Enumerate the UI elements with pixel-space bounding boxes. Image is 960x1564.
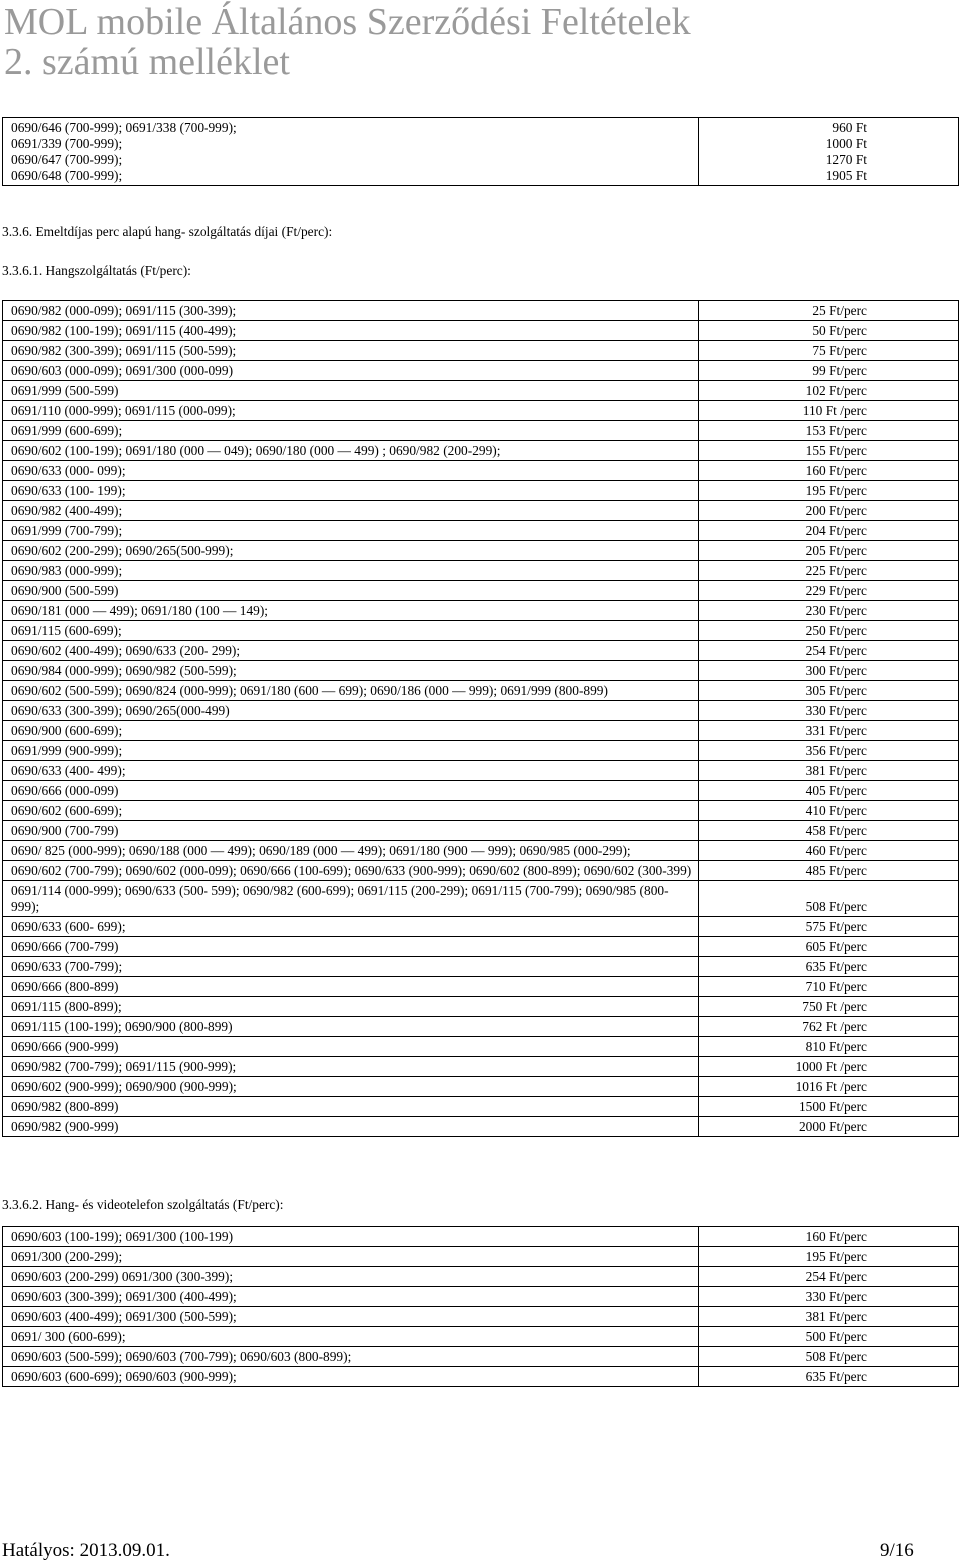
- number-range-text: 0690/982 (400-499);: [11, 503, 123, 518]
- price-cell: 205 Ft/perc: [699, 541, 959, 561]
- price-cell: 810 Ft/perc: [699, 1037, 959, 1057]
- top-prices-cell: [699, 118, 959, 186]
- price-cell: 195 Ft/perc: [699, 481, 959, 501]
- table-row: [3, 741, 959, 761]
- number-range-text: 0690/982 (800-899): [11, 1099, 119, 1114]
- number-range-cell: [3, 481, 699, 501]
- number-range-cell: [3, 801, 699, 821]
- table-row: [3, 301, 959, 321]
- price-cell: 710 Ft/perc: [699, 977, 959, 997]
- number-range-cell: [3, 601, 699, 621]
- price-cell: 254 Ft/perc: [699, 1267, 959, 1287]
- price-text: 960 Ft: [832, 120, 867, 135]
- number-range-text: 0690/602 (700-799); 0690/602 (000-099); 0690/666 (100-699); 0690/633 (900-999); 0690/602 (800-899); 0690/602 (300-399): [11, 863, 692, 878]
- number-range-cell: [3, 1327, 699, 1347]
- price-cell: 305 Ft/perc: [699, 681, 959, 701]
- number-range-text: 0691/999 (600-699);: [11, 423, 123, 438]
- number-range-cell: [3, 1287, 699, 1307]
- number-range-text: 0691/110 (000-999); 0691/115 (000-099);: [11, 403, 236, 418]
- number-range-cell: [3, 1227, 699, 1247]
- number-range-cell: [3, 621, 699, 641]
- table-row: [3, 421, 959, 441]
- number-range-cell: [3, 441, 699, 461]
- table-row: [3, 821, 959, 841]
- number-range-text: 0690/984 (000-999); 0690/982 (500-599);: [11, 663, 237, 678]
- price-cell: 635 Ft/perc: [699, 1367, 959, 1387]
- price-cell: 250 Ft/perc: [699, 621, 959, 641]
- number-range-text: 0690/633 (600- 699);: [11, 919, 126, 934]
- table-row: [3, 661, 959, 681]
- number-range-text: 0690/602 (400-499); 0690/633 (200- 299);: [11, 643, 241, 658]
- voice-rates-table: [2, 300, 959, 1137]
- table-row: [3, 1367, 959, 1387]
- price-cell: 230 Ft/perc: [699, 601, 959, 621]
- number-range-cell: [3, 581, 699, 601]
- number-range-cell: [3, 1037, 699, 1057]
- number-range-text: 0690/603 (300-399); 0691/300 (400-499);: [11, 1289, 237, 1304]
- number-range-text: 0690/666 (700-799): [11, 939, 119, 954]
- table-row: [3, 641, 959, 661]
- number-range-cell: [3, 661, 699, 681]
- table-row: [3, 721, 959, 741]
- number-range-cell: [3, 1247, 699, 1267]
- price-cell: 750 Ft /perc: [699, 997, 959, 1017]
- price-cell: 1500 Ft/perc: [699, 1097, 959, 1117]
- table-row: [3, 1267, 959, 1287]
- table-row: [3, 1037, 959, 1057]
- price-cell: 75 Ft/perc: [699, 341, 959, 361]
- table-row: [3, 1287, 959, 1307]
- footer-page-number: 9/16: [880, 1540, 914, 1561]
- number-range-text: 0690/602 (200-299); 0690/265(500-999);: [11, 543, 234, 558]
- price-cell: 160 Ft/perc: [699, 1227, 959, 1247]
- number-range-text: 0690/633 (700-799);: [11, 959, 123, 974]
- number-range-cell: [3, 421, 699, 441]
- number-range-text: 0690/602 (900-999); 0690/900 (900-999);: [11, 1079, 237, 1094]
- table-row: [3, 1227, 959, 1247]
- number-range-cell: [3, 741, 699, 761]
- price-cell: 485 Ft/perc: [699, 861, 959, 881]
- price-cell: 356 Ft/perc: [699, 741, 959, 761]
- document-subtitle: 2. számú melléklet: [4, 41, 290, 83]
- number-range-cell: [3, 977, 699, 997]
- price-cell: 635 Ft/perc: [699, 957, 959, 977]
- price-cell: 575 Ft/perc: [699, 917, 959, 937]
- number-range-text: 0690/633 (000- 099);: [11, 463, 126, 478]
- number-range-text: 0690/900 (500-599): [11, 583, 119, 598]
- number-range-text: 0690/983 (000-999);: [11, 563, 123, 578]
- table-row: [3, 581, 959, 601]
- price-cell: 500 Ft/perc: [699, 1327, 959, 1347]
- table-row: [3, 861, 959, 881]
- document-header: [4, 2, 691, 82]
- number-range-cell: [3, 1307, 699, 1327]
- price-cell: 155 Ft/perc: [699, 441, 959, 461]
- price-cell: 110 Ft /perc: [699, 401, 959, 421]
- table-row: [3, 1097, 959, 1117]
- number-range-cell: [3, 1057, 699, 1077]
- number-range-cell: [3, 1077, 699, 1097]
- table-row: [3, 401, 959, 421]
- number-range-text: 0691/114 (000-999); 0690/633 (500- 599); 0690/982 (600-699); 0691/115 (200-299); 0691/115 (700-799); 0690/985 (800-999);: [11, 883, 669, 914]
- section-heading-3-3-6-1: 3.3.6.1. Hangszolgáltatás (Ft/perc):: [2, 263, 191, 278]
- price-cell: 2000 Ft/perc: [699, 1117, 959, 1137]
- number-range-text: 0690/603 (200-299) 0691/300 (300-399);: [11, 1269, 234, 1284]
- number-range-text: 0690/603 (600-699); 0690/603 (900-999);: [11, 1369, 237, 1384]
- table-row: [3, 701, 959, 721]
- number-range-cell: [3, 701, 699, 721]
- table-row: [3, 561, 959, 581]
- table-row: [3, 977, 959, 997]
- number-range-text: 0691/ 300 (600-699);: [11, 1329, 126, 1344]
- price-cell: 204 Ft/perc: [699, 521, 959, 541]
- number-range-cell: [3, 821, 699, 841]
- number-range-cell: [3, 761, 699, 781]
- table-row: [3, 841, 959, 861]
- price-cell: 605 Ft/perc: [699, 937, 959, 957]
- number-range-cell: [3, 541, 699, 561]
- number-range-cell: [3, 361, 699, 381]
- number-range-text: 0690/982 (900-999): [11, 1119, 119, 1134]
- number-range-text: 0691/115 (800-899);: [11, 999, 122, 1014]
- table-row: [3, 481, 959, 501]
- number-range-text: 0691/999 (700-799);: [11, 523, 123, 538]
- table-row: [3, 1057, 959, 1077]
- number-range-cell: [3, 1267, 699, 1287]
- table-row: [3, 321, 959, 341]
- number-range-text: 0690/666 (900-999): [11, 1039, 119, 1054]
- price-cell: 1016 Ft /perc: [699, 1077, 959, 1097]
- number-range-text: 0690/982 (000-099); 0691/115 (300-399);: [11, 303, 237, 318]
- price-cell: 229 Ft/perc: [699, 581, 959, 601]
- number-range-text: 0690/602 (600-699);: [11, 803, 123, 818]
- number-range-text: 0690/603 (400-499); 0691/300 (500-599);: [11, 1309, 237, 1324]
- price-cell: 153 Ft/perc: [699, 421, 959, 441]
- number-range-text: 0690/633 (400- 499);: [11, 763, 126, 778]
- price-text: 1905 Ft: [825, 168, 867, 183]
- number-range-text: 0690/603 (000-099); 0691/300 (000-099): [11, 363, 234, 378]
- table-row: [3, 1117, 959, 1137]
- number-range-cell: [3, 917, 699, 937]
- video-rates-table: [2, 1226, 959, 1387]
- number-range-cell: [3, 1097, 699, 1117]
- price-cell: 762 Ft /perc: [699, 1017, 959, 1037]
- number-range-text: 0691/999 (900-999);: [11, 743, 123, 758]
- number-range-text: 0690/982 (100-199); 0691/115 (400-499);: [11, 323, 237, 338]
- table-row: [3, 781, 959, 801]
- number-range-cell: [3, 1017, 699, 1037]
- price-cell: 200 Ft/perc: [699, 501, 959, 521]
- price-text: 1000 Ft: [825, 136, 867, 151]
- number-range-cell: [3, 841, 699, 861]
- table-row: [3, 441, 959, 461]
- price-text: 1270 Ft: [825, 152, 867, 167]
- table-row: [3, 1017, 959, 1037]
- number-range-text: 0690/666 (000-099): [11, 783, 119, 798]
- price-cell: 254 Ft/perc: [699, 641, 959, 661]
- number-range-cell: [3, 721, 699, 741]
- price-cell: 300 Ft/perc: [699, 661, 959, 681]
- table-row: [3, 1347, 959, 1367]
- number-range-cell: [3, 997, 699, 1017]
- top-rates-table: [2, 117, 959, 186]
- price-cell: 381 Ft/perc: [699, 1307, 959, 1327]
- table-row: [3, 501, 959, 521]
- number-range-cell: [3, 881, 699, 917]
- table-row: [3, 937, 959, 957]
- number-range-cell: [3, 381, 699, 401]
- number-range-cell: [3, 561, 699, 581]
- number-range-text: 0690/633 (300-399); 0690/265(000-499): [11, 703, 230, 718]
- table-row: [3, 997, 959, 1017]
- price-cell: 330 Ft/perc: [699, 701, 959, 721]
- table-row: [3, 881, 959, 917]
- number-range-cell: [3, 1117, 699, 1137]
- number-range-text: 0690/646 (700-999); 0691/338 (700-999);: [11, 120, 237, 135]
- number-range-cell: [3, 641, 699, 661]
- top-codes-cell: [3, 118, 699, 186]
- number-range-cell: [3, 301, 699, 321]
- number-range-text: 0690/982 (700-799); 0691/115 (900-999);: [11, 1059, 237, 1074]
- number-range-text: 0690/ 825 (000-999); 0690/188 (000 — 499); 0690/189 (000 — 499); 0691/180 (900 — 999); 0690/985 (000-299);: [11, 843, 631, 858]
- table-row: [3, 521, 959, 541]
- number-range-text: 0691/339 (700-999);: [11, 136, 123, 151]
- table-row: [3, 621, 959, 641]
- price-cell: 50 Ft/perc: [699, 321, 959, 341]
- number-range-text: 0691/300 (200-299);: [11, 1249, 123, 1264]
- price-cell: 102 Ft/perc: [699, 381, 959, 401]
- table-row: [3, 761, 959, 781]
- price-cell: 25 Ft/perc: [699, 301, 959, 321]
- number-range-text: 0691/115 (600-699);: [11, 623, 122, 638]
- number-range-cell: [3, 401, 699, 421]
- price-cell: 458 Ft/perc: [699, 821, 959, 841]
- table-row: [3, 118, 959, 186]
- table-row: [3, 957, 959, 977]
- price-cell: 99 Ft/perc: [699, 361, 959, 381]
- footer-effective-date: Hatályos: 2013.09.01.: [2, 1540, 170, 1561]
- number-range-cell: [3, 461, 699, 481]
- number-range-text: 0690/602 (100-199); 0691/180 (000 — 049); 0690/180 (000 — 499) ; 0690/982 (200-299);: [11, 443, 501, 458]
- table-row: [3, 1307, 959, 1327]
- number-range-cell: [3, 341, 699, 361]
- table-row: [3, 1077, 959, 1097]
- price-cell: 160 Ft/perc: [699, 461, 959, 481]
- number-range-text: 0690/633 (100- 199);: [11, 483, 126, 498]
- table-row: [3, 361, 959, 381]
- number-range-text: 0690/648 (700-999);: [11, 168, 123, 183]
- price-cell: 1000 Ft /perc: [699, 1057, 959, 1077]
- table-row: [3, 917, 959, 937]
- table-row: [3, 1327, 959, 1347]
- number-range-cell: [3, 521, 699, 541]
- price-cell: 225 Ft/perc: [699, 561, 959, 581]
- number-range-text: 0690/603 (100-199); 0691/300 (100-199): [11, 1229, 234, 1244]
- number-range-text: 0691/115 (100-199); 0690/900 (800-899): [11, 1019, 233, 1034]
- section-heading-3-3-6: 3.3.6. Emeltdíjas perc alapú hang- szolgáltatás díjai (Ft/perc):: [2, 224, 333, 239]
- number-range-cell: [3, 781, 699, 801]
- number-range-text: 0691/999 (500-599): [11, 383, 119, 398]
- table-row: [3, 381, 959, 401]
- price-cell: 330 Ft/perc: [699, 1287, 959, 1307]
- number-range-text: 0690/900 (600-699);: [11, 723, 123, 738]
- price-cell: 405 Ft/perc: [699, 781, 959, 801]
- table-row: [3, 681, 959, 701]
- section-heading-3-3-6-2: 3.3.6.2. Hang- és videotelefon szolgáltatás (Ft/perc):: [2, 1197, 284, 1212]
- number-range-text: 0690/647 (700-999);: [11, 152, 123, 167]
- price-cell: 508 Ft/perc: [699, 1347, 959, 1367]
- table-row: [3, 801, 959, 821]
- number-range-cell: [3, 1347, 699, 1367]
- table-row: [3, 1247, 959, 1267]
- number-range-cell: [3, 861, 699, 881]
- number-range-text: 0690/602 (500-599); 0690/824 (000-999); 0691/180 (600 — 699); 0690/186 (000 — 999); 0691/999 (800-899): [11, 683, 608, 698]
- number-range-text: 0690/603 (500-599); 0690/603 (700-799); 0690/603 (800-899);: [11, 1349, 352, 1364]
- number-range-text: 0690/982 (300-399); 0691/115 (500-599);: [11, 343, 237, 358]
- number-range-cell: [3, 501, 699, 521]
- number-range-text: 0690/181 (000 — 499); 0691/180 (100 — 149);: [11, 603, 269, 618]
- price-cell: 331 Ft/perc: [699, 721, 959, 741]
- number-range-cell: [3, 681, 699, 701]
- table-row: [3, 541, 959, 561]
- number-range-cell: [3, 1367, 699, 1387]
- price-cell: 508 Ft/perc: [699, 881, 959, 917]
- document-title: MOL mobile Általános Szerződési Feltételek: [4, 1, 691, 43]
- number-range-text: 0690/900 (700-799): [11, 823, 119, 838]
- number-range-text: 0690/666 (800-899): [11, 979, 119, 994]
- number-range-cell: [3, 321, 699, 341]
- price-cell: 195 Ft/perc: [699, 1247, 959, 1267]
- table-row: [3, 341, 959, 361]
- price-cell: 410 Ft/perc: [699, 801, 959, 821]
- number-range-cell: [3, 937, 699, 957]
- table-row: [3, 601, 959, 621]
- table-row: [3, 461, 959, 481]
- price-cell: 460 Ft/perc: [699, 841, 959, 861]
- number-range-cell: [3, 957, 699, 977]
- price-cell: 381 Ft/perc: [699, 761, 959, 781]
